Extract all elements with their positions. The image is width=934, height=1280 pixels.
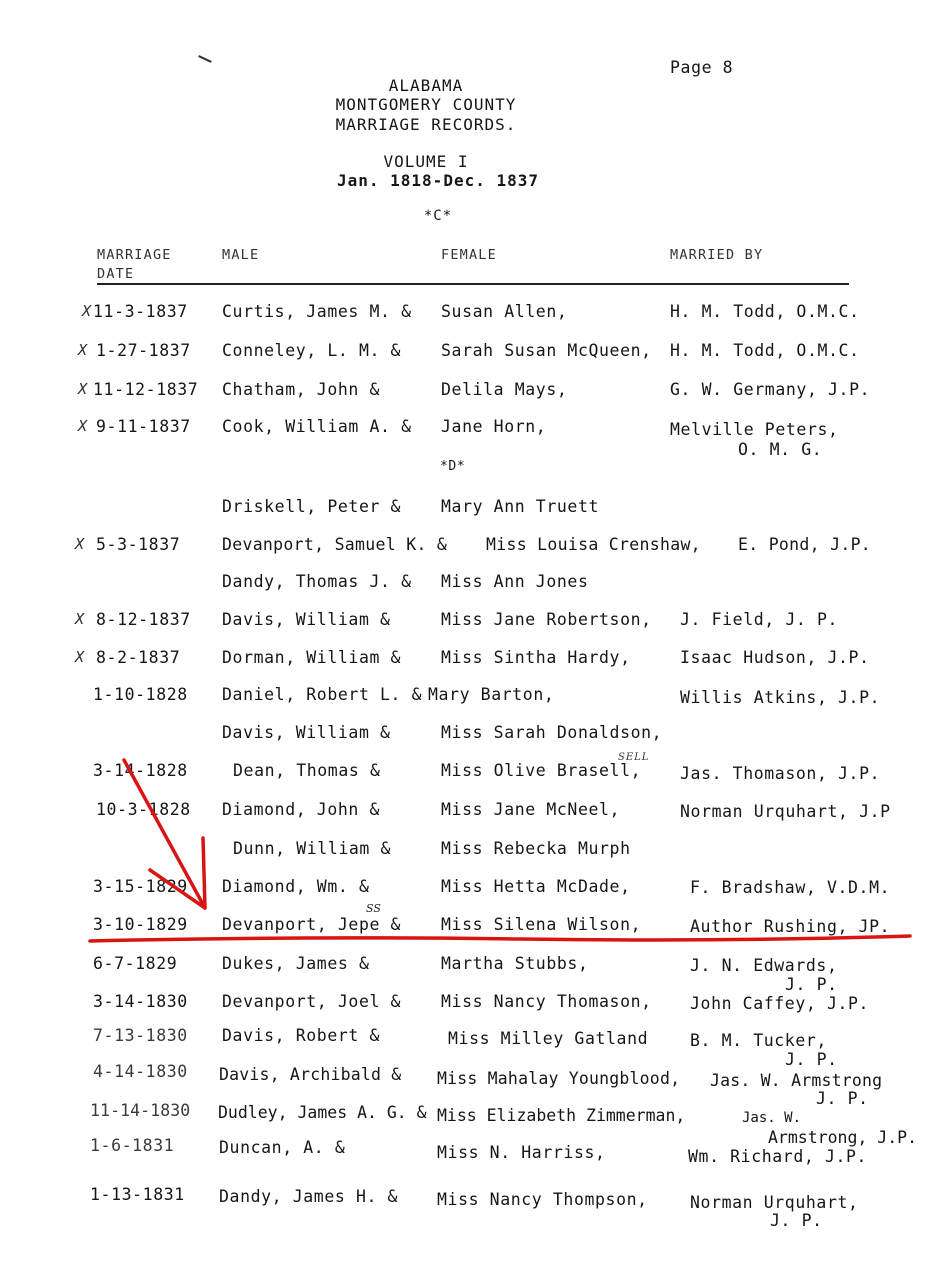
record-officiant: Wm. Richard, J.P.	[688, 1147, 868, 1166]
record-date: 4-14-1830	[93, 1062, 188, 1081]
record-mark: X	[78, 341, 88, 359]
record-officiant: Isaac Hudson, J.P.	[680, 648, 870, 667]
record-female: Miss Jane McNeel,	[441, 800, 621, 819]
record-date: 3-15-1829	[93, 877, 188, 896]
record-date: 7-13-1830	[93, 1026, 188, 1045]
record-male: Devanport, Jepe &	[222, 915, 402, 934]
record-officiant-line2: J. P.	[816, 1089, 869, 1108]
record-female: Miss Olive Brasell,	[441, 761, 642, 780]
record-officiant: J. N. Edwards,	[690, 956, 838, 975]
record-officiant: Author Rushing, JP.	[690, 917, 891, 936]
record-date: 3-10-1829	[93, 915, 188, 934]
record-male: Devanport, Samuel K. &	[222, 535, 448, 554]
section-c-heading: *C*	[423, 208, 453, 224]
record-male: Dukes, James &	[222, 954, 370, 973]
record-date: 8-12-1837	[96, 610, 191, 629]
red-underline	[90, 936, 910, 941]
record-date: 5-3-1837	[96, 535, 181, 554]
record-male: Dean, Thomas &	[233, 761, 381, 780]
red-arrow-head	[150, 838, 205, 908]
record-female: Miss Nancy Thomason,	[441, 992, 652, 1011]
record-officiant: John Caffey, J.P.	[690, 994, 870, 1013]
record-female: Jane Horn,	[441, 417, 547, 436]
record-male: Chatham, John &	[222, 380, 381, 399]
record-male: Curtis, James M. &	[222, 302, 412, 321]
record-date: 8-2-1837	[96, 648, 181, 667]
record-officiant-line2: O. M. G.	[738, 440, 823, 459]
record-female: Miss Elizabeth Zimmerman,	[437, 1106, 686, 1125]
record-date: 1-27-1837	[96, 341, 191, 360]
column-header-female: FEMALE	[441, 247, 497, 263]
record-mark: X	[75, 610, 85, 628]
record-officiant: Willis Atkins, J.P.	[680, 688, 881, 707]
record-officiant: Jas. W.	[742, 1110, 802, 1126]
record-officiant: Norman Urquhart,	[690, 1193, 859, 1212]
record-date: 1-6-1831	[90, 1136, 175, 1155]
record-male: Devanport, Joel &	[222, 992, 402, 1011]
header-date-range: Jan. 1818-Dec. 1837	[336, 171, 540, 190]
record-female: Miss Milley Gatland	[448, 1029, 649, 1048]
record-officiant: H. M. Todd, O.M.C.	[670, 302, 860, 321]
record-date: 6-7-1829	[93, 954, 178, 973]
record-officiant: H. M. Todd, O.M.C.	[670, 341, 860, 360]
record-officiant: J. Field, J. P.	[680, 610, 839, 629]
header-record-type: MARRIAGE RECORDS.	[335, 115, 517, 134]
record-officiant-line2: J. P.	[785, 975, 838, 994]
record-officiant: G. W. Germany, J.P.	[670, 380, 871, 399]
record-male: Duncan, A. &	[219, 1138, 346, 1157]
record-male: Daniel, Robert L. &	[222, 685, 423, 704]
record-female: Delila Mays,	[441, 380, 568, 399]
record-date: 3-14-1830	[93, 992, 188, 1011]
record-date: 11-14-1830	[90, 1101, 191, 1120]
record-date: 10-3-1828	[96, 800, 191, 819]
record-female: Martha Stubbs,	[441, 954, 589, 973]
record-officiant: Melville Peters,	[670, 420, 839, 439]
record-female: Miss Hetta McDade,	[441, 877, 631, 896]
record-male: Diamond, Wm. &	[222, 877, 370, 896]
record-female: Miss Rebecka Murph	[441, 839, 631, 858]
red-arrow-shaft	[124, 760, 205, 908]
record-male: Dandy, Thomas J. &	[222, 572, 412, 591]
record-male: Cook, William A. &	[222, 417, 412, 436]
record-male: Dunn, William &	[233, 839, 392, 858]
header-state: ALABAMA	[388, 76, 464, 95]
header-county: MONTGOMERY COUNTY	[335, 95, 517, 114]
record-date: 1-13-1831	[90, 1185, 185, 1204]
record-male: Dandy, James H. &	[219, 1187, 399, 1206]
record-male: Driskell, Peter &	[222, 497, 402, 516]
column-header-male: MALE	[222, 247, 260, 263]
record-mark: X	[82, 302, 92, 320]
record-date: 3-14-1828	[93, 761, 188, 780]
record-female: Mary Ann Truett	[441, 497, 600, 516]
record-officiant: Jas. Thomason, J.P.	[680, 764, 881, 783]
record-female: Miss Sarah Donaldson,	[441, 723, 663, 742]
page-number: Page 8	[670, 58, 734, 77]
record-female: Miss Nancy Thompson,	[437, 1190, 648, 1209]
record-date: 1-10-1828	[93, 685, 188, 704]
record-officiant-line2: J. P.	[785, 1050, 838, 1069]
record-female: Mary Barton,	[428, 685, 555, 704]
column-header-date: MARRIAGE	[97, 247, 172, 263]
record-officiant-line2: J. P.	[770, 1211, 823, 1230]
record-mark: X	[75, 648, 85, 666]
record-male: Davis, William &	[222, 610, 391, 629]
column-header-married-by: MARRIED BY	[670, 247, 764, 263]
record-date: 11-3-1837	[93, 302, 188, 321]
record-female: Miss Silena Wilson,	[441, 915, 642, 934]
header-volume: VOLUME I	[383, 152, 469, 171]
record-male: Dudley, James A. G. &	[218, 1103, 427, 1122]
record-female: Miss N. Harriss,	[437, 1143, 606, 1162]
record-female: Susan Allen,	[441, 302, 568, 321]
record-officiant: F. Bradshaw, V.D.M.	[690, 878, 891, 897]
record-male: Davis, Robert &	[222, 1026, 381, 1045]
record-mark: X	[78, 380, 88, 398]
record-male: Davis, Archibald &	[219, 1065, 402, 1084]
section-d-heading: *D*	[440, 459, 466, 474]
record-male: Dorman, William &	[222, 648, 402, 667]
record-male: Conneley, L. M. &	[222, 341, 402, 360]
record-officiant: B. M. Tucker,	[690, 1031, 827, 1050]
record-female: Miss Ann Jones	[441, 572, 589, 591]
record-male: Davis, William &	[222, 723, 391, 742]
record-date: 9-11-1837	[96, 417, 191, 436]
record-female: Sarah Susan McQueen,	[441, 341, 652, 360]
record-date: 11-12-1837	[93, 380, 199, 399]
record-female: Miss Louisa Crenshaw,	[486, 535, 701, 554]
record-female: Miss Mahalay Youngblood,	[437, 1069, 681, 1088]
record-officiant: E. Pond, J.P.	[738, 535, 872, 554]
record-female: Miss Jane Robertson,	[441, 610, 652, 629]
record-officiant: Norman Urquhart, J.P	[680, 802, 891, 821]
record-mark: X	[78, 417, 88, 435]
record-male: Diamond, John &	[222, 800, 381, 819]
record-mark: X	[75, 535, 85, 553]
ss-note: SS	[366, 902, 381, 915]
record-officiant: Jas. W. Armstrong	[710, 1071, 883, 1090]
record-officiant-line2: Armstrong, J.P.	[768, 1128, 918, 1147]
column-header-date-2: DATE	[97, 266, 135, 282]
sell-note: SELL	[618, 752, 650, 763]
record-female: Miss Sintha Hardy,	[441, 648, 631, 667]
